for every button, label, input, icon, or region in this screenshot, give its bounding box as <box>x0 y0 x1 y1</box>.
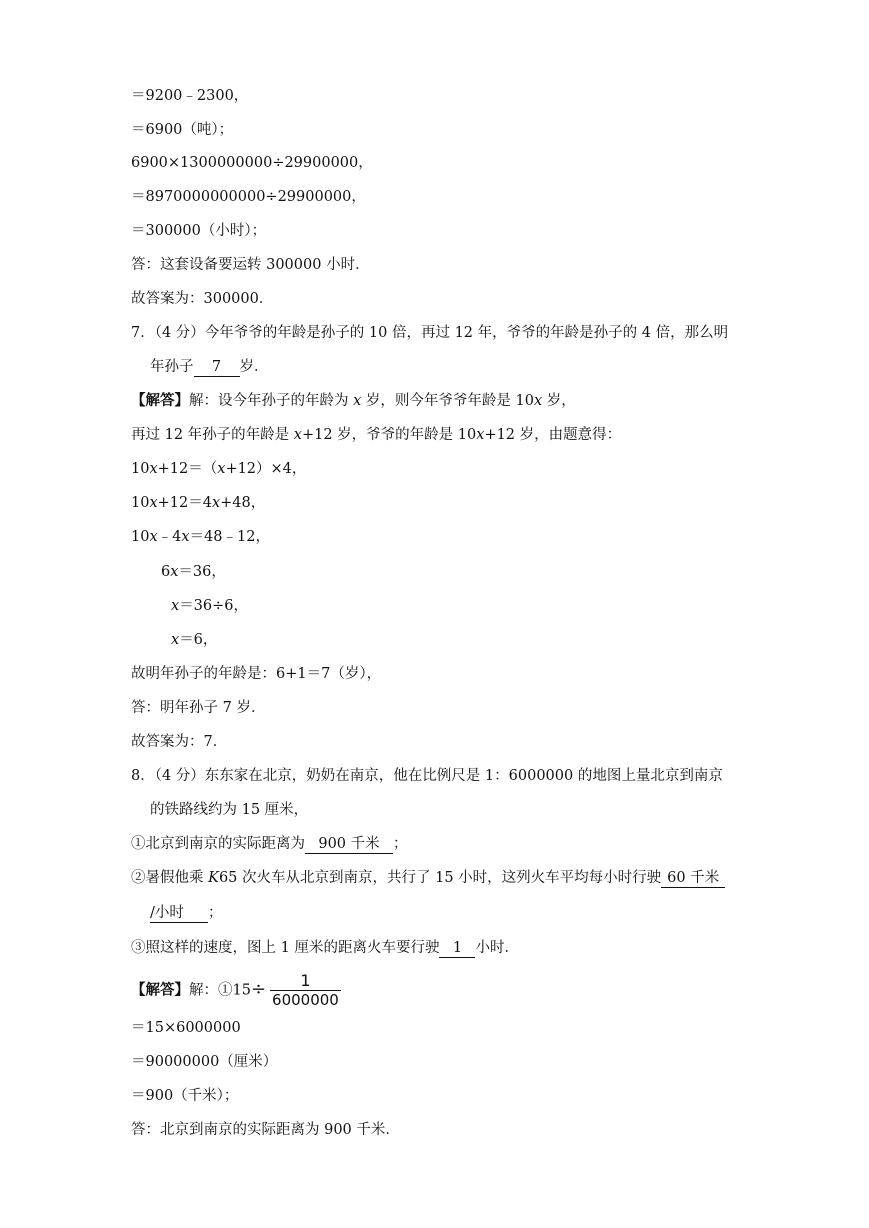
eq-text: ＝36÷6， <box>179 598 249 614</box>
calc-line: ＝900（千米）； <box>131 1088 239 1104</box>
variable: x <box>217 461 226 477</box>
answer-line: 答：北京到南京的实际距离为 900 千米． <box>131 1122 400 1138</box>
calc-line: ＝8970000000000÷29900000， <box>131 189 366 205</box>
question-text: 小时． <box>475 940 519 956</box>
equation-line <box>131 459 306 479</box>
fraction-denominator: 6000000 <box>272 991 339 1009</box>
solution-text: 解：①15 <box>189 982 251 999</box>
answer-blank: 7 <box>194 358 240 377</box>
question-8-line2: 的铁路线约为 15 厘米， <box>150 802 309 818</box>
question-text: ①北京到南京的实际距离为 <box>131 836 305 852</box>
eq-text: 10 <box>131 495 150 511</box>
question-7-line2 <box>150 357 269 377</box>
fraction-numerator: 1 <box>300 971 311 990</box>
question-text: ； <box>208 905 223 921</box>
equation-line <box>131 527 270 547</box>
variable: x <box>181 529 190 545</box>
solution-text: +12 岁，爷爷的年龄是 10 <box>301 427 477 443</box>
variable: x <box>533 393 543 409</box>
solution-text: +12 岁，由题意得： <box>484 427 622 443</box>
answer-blank: 60 千米 <box>661 869 725 888</box>
answer-blank-cont: /小时 <box>150 904 208 923</box>
eq-text: ﹣4 <box>157 529 182 545</box>
eq-text: +12＝4 <box>157 495 212 511</box>
answer-blank: 900 千米 <box>305 835 393 854</box>
question-7: 7．（4 分）今年爷爷的年龄是孙子的 10 倍，再过 12 年，爷爷的年龄是孙子的 4 倍，那么明 <box>131 325 729 341</box>
solution-text: 解：设今年孙子的年龄为 <box>189 393 354 409</box>
answer-line: 故答案为：7． <box>131 734 228 750</box>
calc-line: ＝90000000（厘米） <box>131 1054 278 1070</box>
variable: x <box>149 495 158 511</box>
answer-line: 答：这套设备要运转 300000 小时． <box>131 257 370 273</box>
variable: x <box>476 427 485 443</box>
variable: x <box>171 598 180 614</box>
equation-line <box>131 493 265 513</box>
equation-line <box>171 630 217 650</box>
solution-text: 再过 12 年孙子的年龄是 <box>131 427 294 443</box>
eq-text: ＝36， <box>178 564 226 580</box>
question-text: 65 次火车从北京到南京，共行了 15 小时，这列火车平均每小时行驶 <box>218 870 662 886</box>
question-text: 岁． <box>239 359 269 375</box>
question-8-part2-cont <box>150 903 223 923</box>
eq-text: 10 <box>131 461 150 477</box>
answer-line: 答：明年孙子 7 岁． <box>131 700 266 716</box>
divide-sign: ÷ <box>250 978 267 1000</box>
equation-line <box>161 562 226 582</box>
eq-text: 10 <box>131 529 150 545</box>
solution-line <box>131 391 576 411</box>
solution-line <box>131 425 621 445</box>
eq-text: +12）×4， <box>225 461 307 477</box>
solution-text: 岁，则今年爷爷年龄是 10 <box>361 393 534 409</box>
variable: x <box>353 393 362 409</box>
calc-line: 6900×1300000000÷29900000， <box>131 155 373 171</box>
solution-text: 岁， <box>542 393 576 409</box>
variable: x <box>149 529 158 545</box>
question-text: ②暑假他乘 <box>131 870 209 886</box>
question-8-part2 <box>131 868 725 888</box>
calc-line: ＝300000（小时）； <box>131 223 267 239</box>
question-8-part3 <box>131 938 519 958</box>
solution-line <box>131 972 341 1009</box>
answer-line: 故答案为：300000． <box>131 291 274 307</box>
calc-line: ＝9200﹣2300， <box>131 88 249 104</box>
eq-text: ＝6， <box>179 632 218 648</box>
question-8: 8．（4 分）东东家在北京，奶奶在南京，他在比例尺是 1：6000000 的地图上量北京到南京 <box>131 768 723 784</box>
calc-line: ＝6900（吨）； <box>131 122 234 138</box>
solution-tag: 【解答】 <box>131 392 189 409</box>
question-8-part1 <box>131 834 408 854</box>
answer-blank: 1 <box>439 939 475 958</box>
calc-line: ＝15×6000000 <box>131 1020 241 1036</box>
variable: x <box>293 427 302 443</box>
question-text: 年孙子 <box>150 359 194 375</box>
variable: x <box>149 461 158 477</box>
fraction <box>270 972 341 1009</box>
solution-tag: 【解答】 <box>131 981 189 999</box>
question-text: ③照这样的速度，图上 1 厘米的距离火车要行驶 <box>131 940 440 956</box>
train-letter: K <box>208 870 219 886</box>
variable: x <box>171 632 180 648</box>
eq-text: ＝48﹣12， <box>189 529 270 545</box>
conclusion-line: 故明年孙子的年龄是：6+1＝7（岁）， <box>131 666 382 682</box>
eq-text: 6 <box>161 564 171 580</box>
variable: x <box>170 564 179 580</box>
variable: x <box>211 495 221 511</box>
eq-text: +12＝（ <box>157 461 218 477</box>
eq-text: +48， <box>220 495 266 511</box>
equation-line <box>171 596 248 616</box>
question-text: ； <box>393 836 408 852</box>
